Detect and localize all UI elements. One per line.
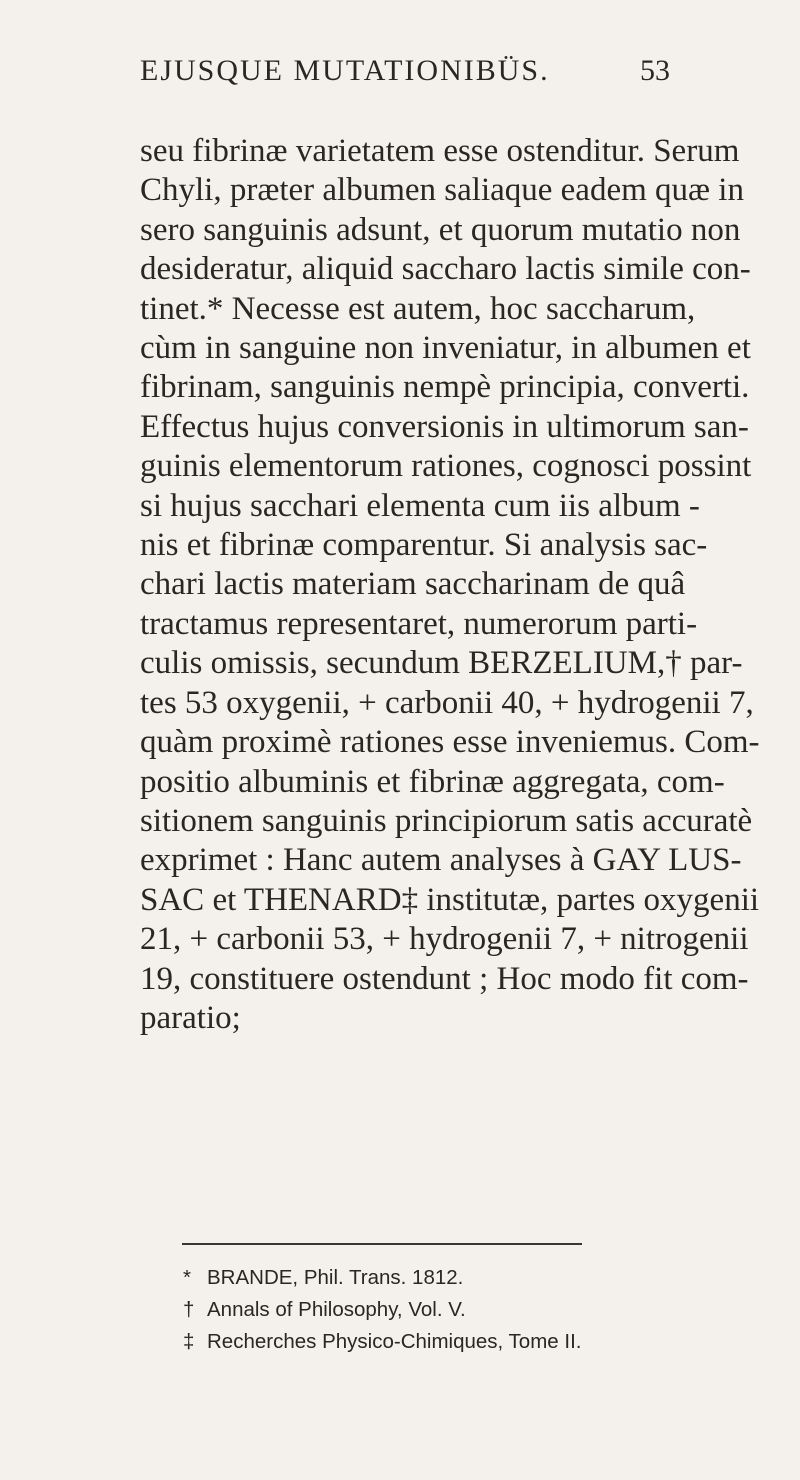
page-number: 53 <box>640 54 670 87</box>
footnote-mark: ‡ <box>183 1330 195 1353</box>
footnote <box>183 1294 703 1326</box>
text-line: SAC et THENARD‡ institutæ, partes oxygenii <box>140 881 760 918</box>
text-line: sero sanguinis adsunt, et quorum mutatio non <box>140 211 741 248</box>
text-line: positio albuminis et fibrinæ aggregata, com- <box>140 763 725 800</box>
text-line: exprimet : Hanc autem analyses à GAY LUS- <box>140 842 742 879</box>
text-line: paratio; <box>140 999 241 1036</box>
footnote-text: Recherches Physico-Chimiques, Tome II. <box>207 1330 582 1353</box>
footnote-text: Annals of Philosophy, Vol. V. <box>207 1298 466 1321</box>
footnote-text: BRANDE, Phil. Trans. 1812. <box>207 1266 464 1289</box>
text-line: tractamus representaret, numerorum parti- <box>140 605 698 642</box>
text-line: Effectus hujus conversionis in ultimorum san- <box>140 408 749 445</box>
footnote <box>183 1262 703 1294</box>
text-line: si hujus sacchari elementa cum iis album - <box>140 487 700 524</box>
text-line: 21, + carbonii 53, + hydrogenii 7, + nitrogenii <box>140 921 749 958</box>
text-line: tes 53 oxygenii, + carbonii 40, + hydrogenii 7, <box>140 684 754 721</box>
footnote-rule <box>182 1243 582 1245</box>
footnotes <box>183 1262 703 1358</box>
text-line: guinis elementorum rationes, cognosci possint <box>140 448 752 485</box>
text-line: chari lactis materiam saccharinam de quâ <box>140 566 686 603</box>
text-line: quàm proximè rationes esse inveniemus. Com- <box>140 724 760 761</box>
footnote-mark: * <box>183 1266 191 1289</box>
text-line: Chyli, præter albumen saliaque eadem quæ in <box>140 172 744 209</box>
text-line: culis omissis, secundum BERZELIUM,† par- <box>140 645 743 682</box>
footnote-mark: † <box>183 1298 195 1321</box>
footnote <box>183 1326 703 1358</box>
text-line: seu fibrinæ varietatem esse ostenditur. Serum <box>140 133 740 169</box>
text-line: tinet.* Necesse est autem, hoc saccharum, <box>140 290 696 327</box>
running-title: EJUSQUE MUTATIONIBÜS. <box>140 54 550 87</box>
text-line: 19, constituere ostendunt ; Hoc modo fit com- <box>140 960 749 997</box>
text-line: cùm in sanguine non inveniatur, in albumen et <box>140 330 751 367</box>
text-line: fibrinam, sanguinis nempè principia, converti. <box>140 369 750 406</box>
text-line: sitionem sanguinis principiorum satis accuratè <box>140 802 753 839</box>
text-line: nis et fibrinæ comparentur. Si analysis sac- <box>140 527 708 564</box>
text-line: desideratur, aliquid saccharo lactis simile con- <box>140 251 751 288</box>
body-text <box>140 132 760 1038</box>
